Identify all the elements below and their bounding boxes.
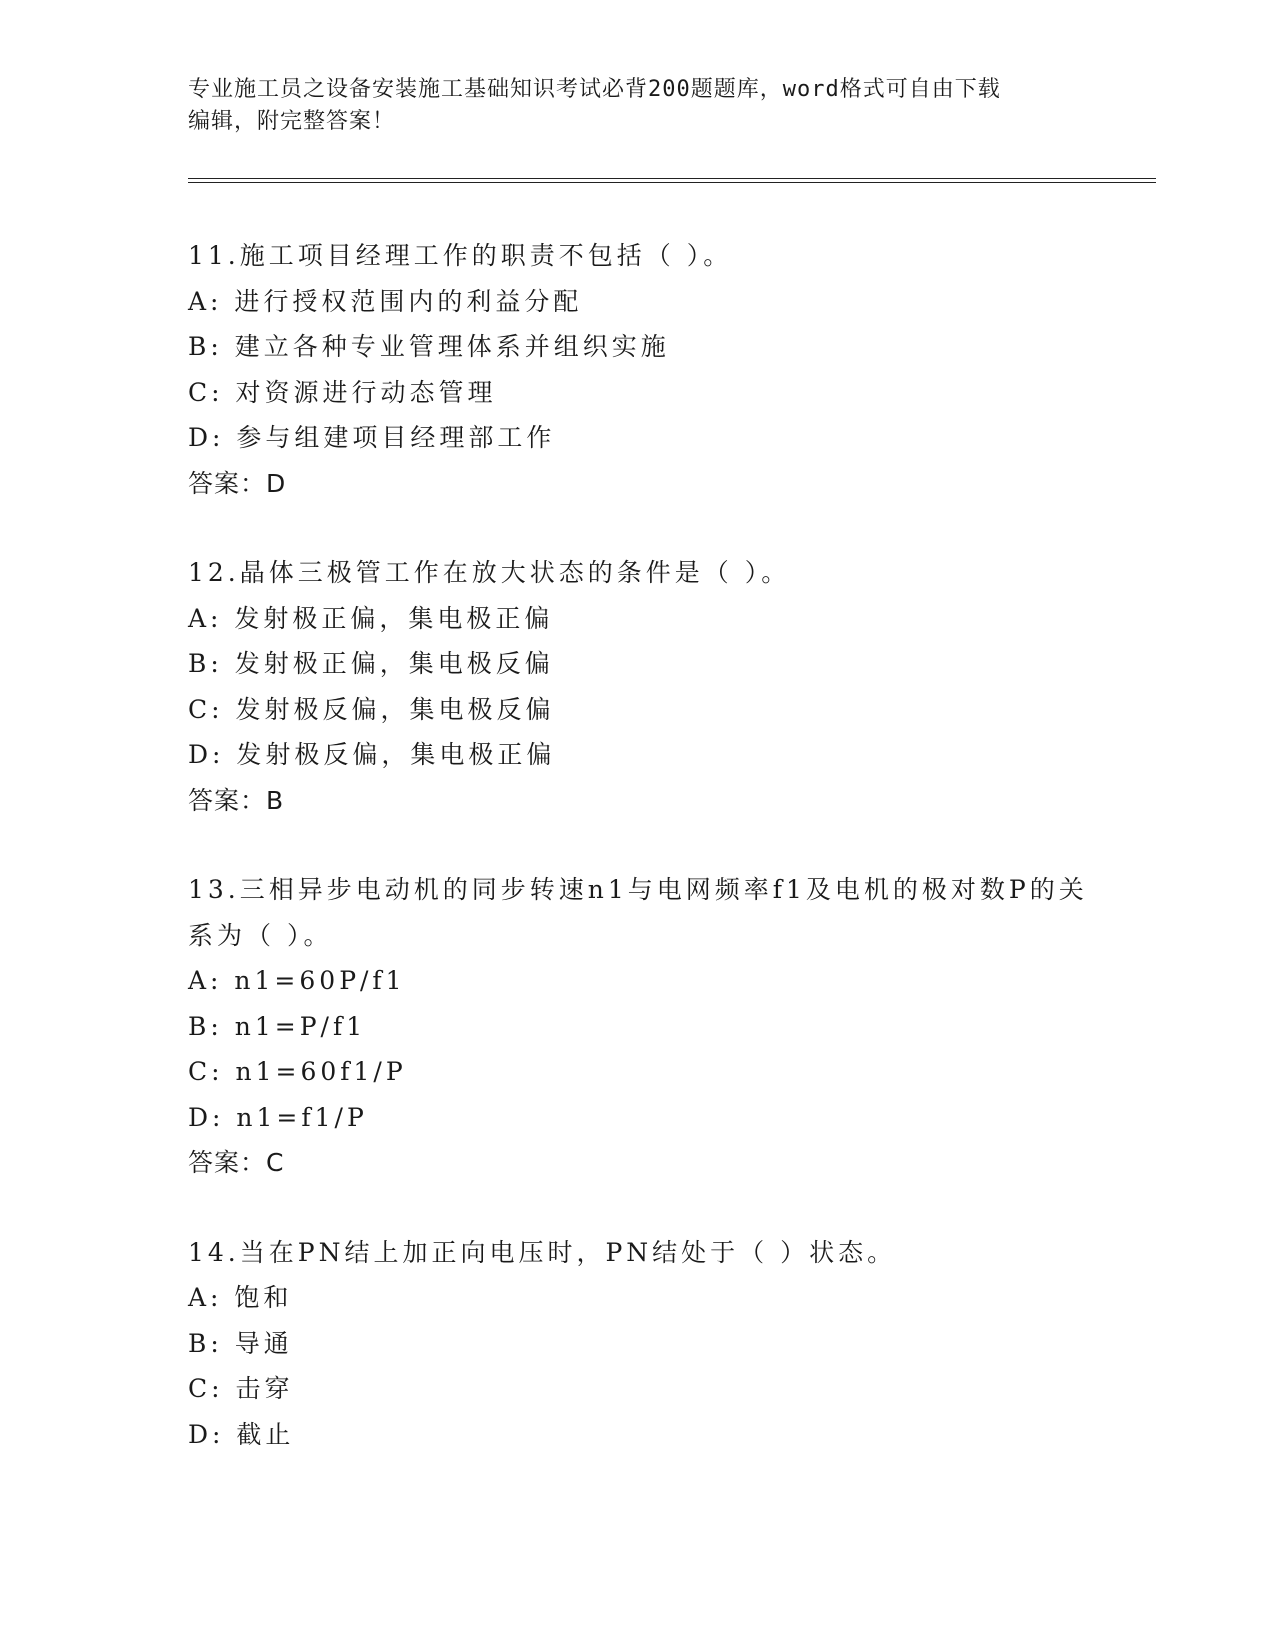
option-c: C: n1=60f1/P: [188, 1057, 407, 1086]
option-a: A: 发射极正偏，集电极正偏: [188, 603, 554, 633]
option-b: B: 建立各种专业管理体系并组织实施: [188, 332, 670, 361]
header-divider-bottom: [188, 182, 1156, 183]
question-stem: 14.当在PN结上加正向电压时，PN结处于（ ）状态。: [188, 1237, 897, 1267]
option-b: B: n1=P/f1: [188, 1011, 367, 1041]
option-d: D: 截止: [188, 1419, 295, 1449]
option-d: D: 发射极反偏，集电极正偏: [188, 740, 556, 769]
header-line-1: 专业施工员之设备安装施工基础知识考试必背200题题库，word格式可自由下载: [188, 77, 1001, 102]
option-c: C: 击穿: [188, 1374, 294, 1403]
header-line-2: 编辑，附完整答案！: [188, 109, 396, 134]
question-stem: 11.施工项目经理工作的职责不包括（ ）。: [188, 241, 733, 270]
header-divider-top: [188, 178, 1156, 179]
option-c: C: 发射极反偏，集电极反偏: [188, 694, 555, 724]
question-13: [188, 867, 1088, 1186]
option-d: D: n1=f1/P: [188, 1102, 368, 1132]
question-12: [188, 550, 1088, 823]
question-stem: 12.晶体三极管工作在放大状态的条件是（ ）。: [188, 558, 791, 587]
option-a: A: 饱和: [188, 1283, 293, 1312]
answer-line: 答案：C: [188, 1148, 285, 1177]
answer-line: 答案：B: [188, 785, 285, 815]
option-a: A: n1=60P/f1: [188, 966, 406, 995]
option-c: C: 对资源进行动态管理: [188, 377, 497, 407]
document-header: [188, 74, 1088, 138]
option-b: B: 发射极正偏，集电极反偏: [188, 649, 554, 678]
question-list: [188, 233, 1088, 1501]
question-11: [188, 233, 1088, 506]
question-stem: 13.三相异步电动机的同步转速n1与电网频率f1及电机的极对数P的关系为（ ）。: [188, 875, 1088, 950]
option-d: D: 参与组建项目经理部工作: [188, 423, 556, 452]
answer-line: 答案：D: [188, 468, 287, 498]
question-14: [188, 1230, 1088, 1458]
option-a: A: 进行授权范围内的利益分配: [188, 286, 583, 316]
option-b: B: 导通: [188, 1328, 293, 1358]
